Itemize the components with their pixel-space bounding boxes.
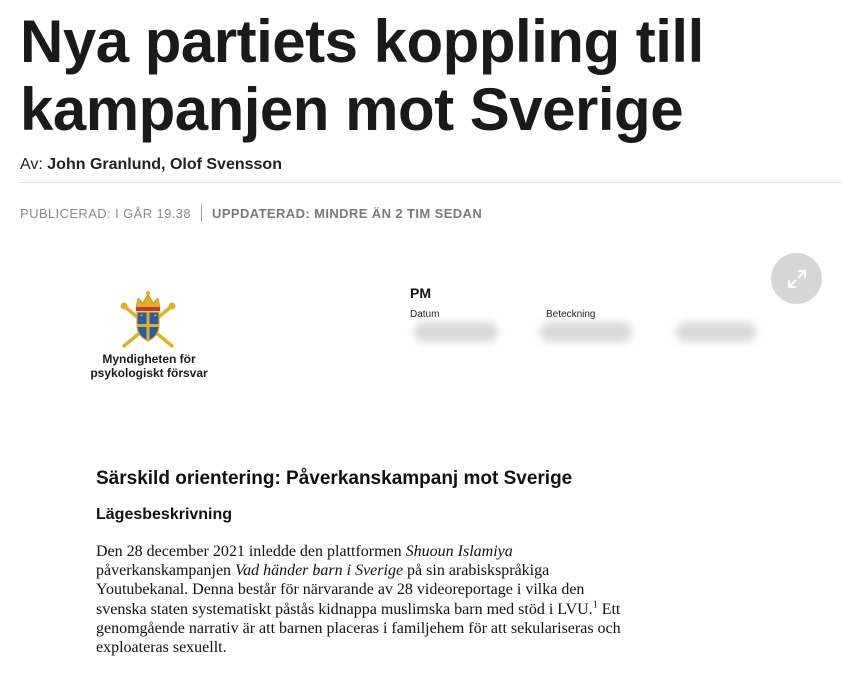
crown-shield-logo (118, 288, 178, 350)
datum-label: Datum (410, 309, 440, 320)
body-line-3: Youtubekanal. Denna består för närvarande av 28 videoreportage i vilka den (96, 581, 585, 599)
body-line-2 (96, 561, 696, 580)
body-line-1 (96, 542, 696, 561)
body-line-6: exploateras sexuellt. (96, 639, 227, 657)
body-text: svenska staten systematiskt påstås kidnappa muslimska barn med stöd i LVU. (96, 600, 593, 618)
agency-name (84, 352, 214, 380)
body-text: på sin arabiskspråkiga (403, 562, 550, 580)
byline-authors[interactable]: John Granlund, Olof Svensson (47, 156, 282, 173)
article-headline (20, 8, 850, 144)
redacted-date (414, 322, 498, 342)
campaign-name: Vad händer barn i Sverige (235, 562, 404, 580)
body-text: Ett (597, 600, 621, 618)
body-text: påverkanskampanjen (96, 562, 236, 580)
document-title: Särskild orientering: Påverkanskampanj mot Sverige (96, 468, 573, 489)
updated-timestamp: UPPDATERAD: MINDRE ÄN 2 TIM SEDAN (212, 205, 483, 221)
platform-name: Shuoun Islamiya (405, 543, 513, 560)
footnote-marker: 1 (592, 599, 598, 611)
body-text: Den 28 december 2021 inledde den plattformen (96, 543, 406, 560)
body-line-5: genomgående narrativ är att barnen placeras i familjehem för att sekulariseras och (96, 619, 621, 637)
expand-arrows-icon (786, 268, 808, 290)
redacted-field (676, 322, 756, 342)
headline-line-1: Nya partiets koppling till (20, 8, 704, 75)
meta-separator (201, 204, 202, 222)
document-subtitle: Lägesbeskrivning (96, 506, 233, 523)
published-timestamp: PUBLICERAD: I GÅR 19.38 (20, 205, 192, 221)
pm-title: PM (410, 285, 431, 301)
agency-name-line-1: Myndigheten för (102, 352, 196, 366)
headline-line-2: kampanjen mot Sverige (20, 76, 684, 143)
byline-divider (20, 182, 842, 183)
byline-prefix: Av: (20, 156, 48, 173)
agency-name-line-2: psykologiskt försvar (90, 366, 208, 380)
beteckning-label: Beteckning (546, 309, 596, 320)
publish-meta (20, 204, 482, 222)
document-body (96, 542, 696, 657)
redacted-reference (540, 322, 632, 342)
expand-image-button[interactable] (771, 253, 822, 304)
byline (20, 156, 282, 174)
document-image (0, 240, 860, 675)
body-line-4 (96, 600, 696, 619)
